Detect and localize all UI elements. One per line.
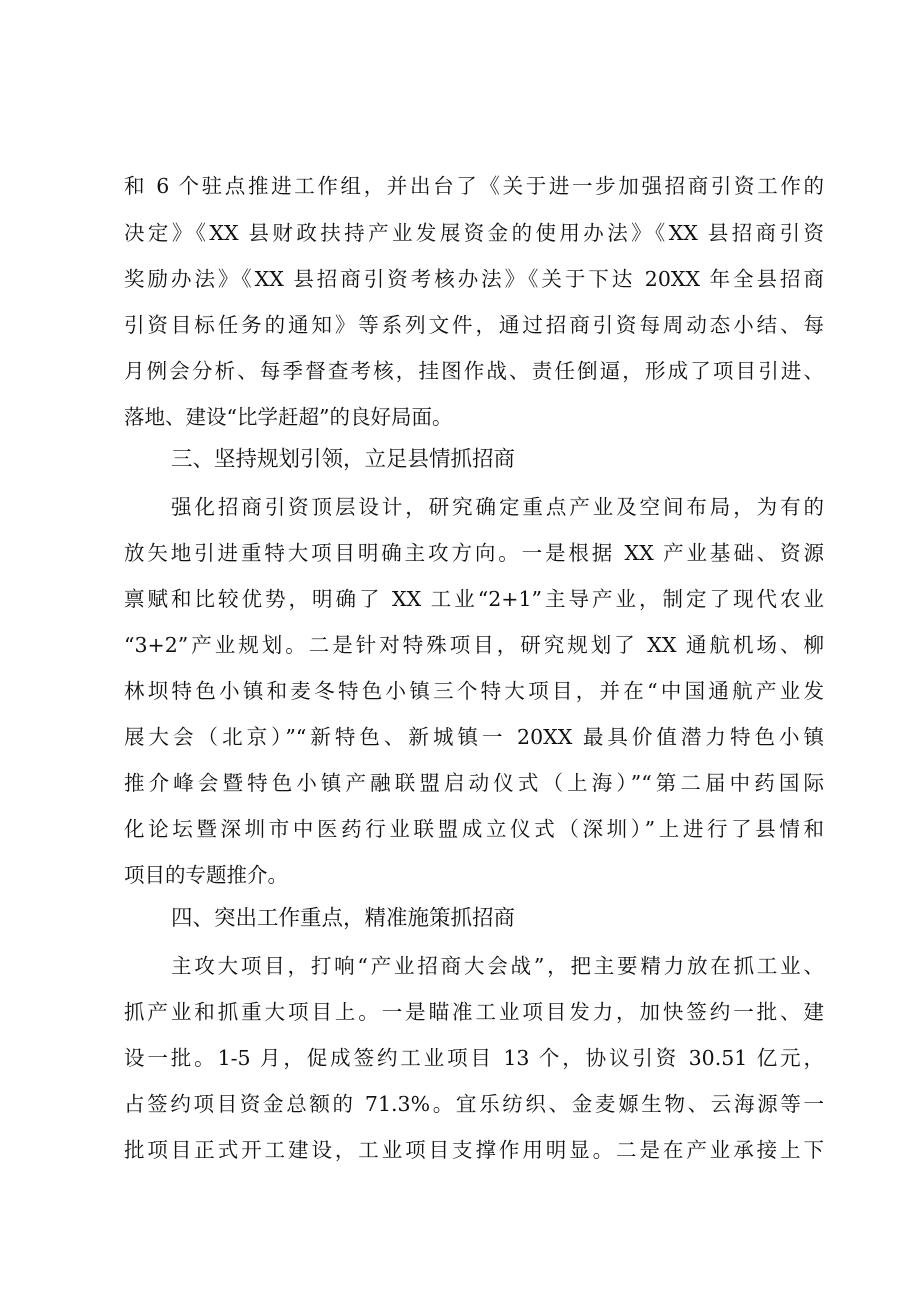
paragraph-1-line-5: 月例会分析、每季督查考核，挂图作战、责任倒逼，形成了项目引进、: [124, 359, 824, 383]
section-3-line-4: “3+2”产业规划。二是针对特殊项目，研究规划了 XX 通航机场、柳: [124, 633, 824, 657]
section-3-line-3: 禀赋和比较优势，明确了 XX 工业“2+1”主导产业，制定了现代农业: [124, 587, 824, 611]
section-3-line-5: 林坝特色小镇和麦冬特色小镇三个特大项目，并在“中国通航产业发: [124, 679, 824, 703]
section-4-line-4: 占签约项目资金总额的 71.3%。宜乐纺织、金麦嫄生物、云海源等一: [124, 1092, 824, 1116]
section-3-line-2: 放矢地引进重特大项目明确主攻方向。一是根据 XX 产业基础、资源: [124, 541, 824, 565]
section-3-heading: 三、坚持规划引领，立足县情抓招商: [171, 447, 516, 472]
section-3-line-7: 推介峰会暨特色小镇产融联盟启动仪式（上海）”“第二届中药国际: [124, 771, 824, 795]
section-3-line-6: 展大会（北京）”“新特色、新城镇一 20XX 最具价值潜力特色小镇: [124, 725, 824, 749]
section-4-line-5: 批项目正式开工建设，工业项目支撑作用明显。二是在产业承接上下: [124, 1138, 824, 1162]
paragraph-1-line-3: 奖励办法》《XX 县招商引资考核办法》《关于下达 20XX 年全县招商: [124, 267, 824, 291]
section-4-line-2: 抓产业和抓重大项目上。一是瞄准工业项目发力，加快签约一批、建: [124, 1000, 824, 1024]
paragraph-1-line-4: 引资目标任务的通知》等系列文件，通过招商引资每周动态小结、每: [124, 313, 824, 337]
paragraph-1-line-2: 决定》《XX 县财政扶持产业发展资金的使用办法》《XX 县招商引资: [124, 221, 824, 245]
section-4-line-3: 设一批。1-5 月，促成签约工业项目 13 个，协议引资 30.51 亿元，: [124, 1046, 824, 1070]
section-4-heading: 四、突出工作重点，精准施策抓招商: [171, 906, 516, 931]
section-4-line-1: 主攻大项目，打响“产业招商大会战”，把主要精力放在抓工业、: [171, 954, 824, 978]
paragraph-1-line-6: 落地、建设“比学赶超”的良好局面。: [124, 405, 453, 429]
section-3-line-1: 强化招商引资顶层设计，研究确定重点产业及空间布局，为有的: [171, 495, 824, 519]
section-3-line-9: 项目的专题推介。: [124, 863, 288, 887]
section-3-line-8: 化论坛暨深圳市中医药行业联盟成立仪式（深圳）”上进行了县情和: [124, 817, 824, 841]
paragraph-1-line-1: 和 6 个驻点推进工作组，并出台了《关于进一步加强招商引资工作的: [124, 174, 824, 198]
